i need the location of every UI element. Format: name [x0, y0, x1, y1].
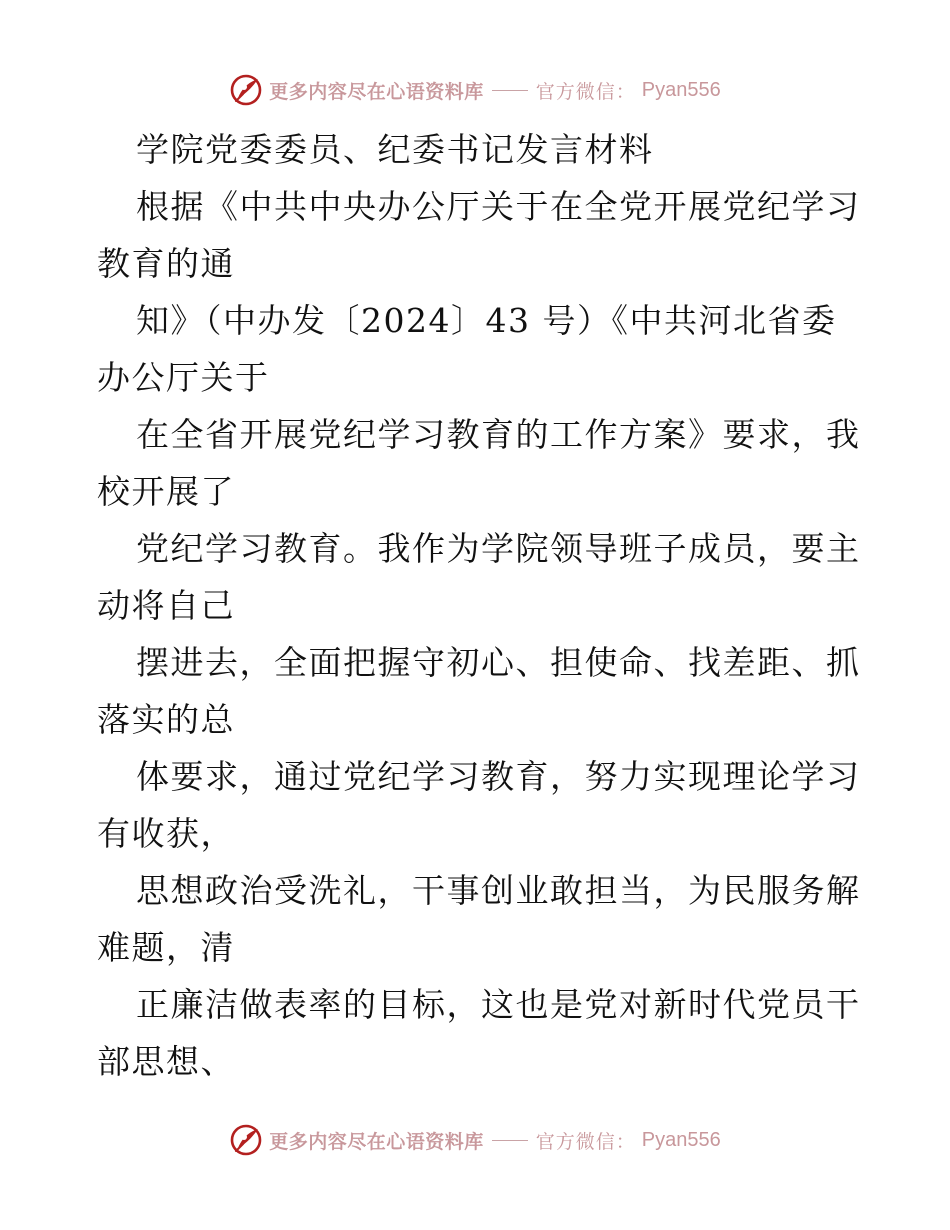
text-line: 党纪学习教育。我作为学院领导班子成员，要主 [136, 529, 861, 568]
watermark-wechat-id: Pyan556 [641, 1128, 721, 1151]
text-line: 落实的总 [97, 700, 235, 739]
document-body [97, 121, 861, 1090]
text-line: 办公厅关于 [97, 358, 270, 397]
watermark-text: 更多内容尽在心语资料库 [269, 1130, 484, 1153]
header-watermark [0, 70, 950, 110]
footer-watermark [0, 1120, 950, 1160]
watermark-text: 更多内容尽在心语资料库 [269, 80, 484, 103]
watermark-wechat-id: Pyan556 [641, 78, 721, 101]
text-line: 校开展了 [97, 472, 235, 511]
text-line: 学院党委委员、纪委书记发言材料 [136, 130, 654, 169]
text-line: 正廉洁做表率的目标，这也是党对新时代党员干 [136, 985, 861, 1024]
text-line: 知》（中办发〔2024〕43 号）《中共河北省委 [136, 301, 837, 340]
text-line: 动将自己 [97, 586, 235, 625]
text-line: 难题，清 [97, 928, 235, 967]
text-line: 部思想、 [97, 1042, 235, 1081]
quill-logo-icon [229, 1123, 263, 1157]
text-line: 有收获， [97, 814, 235, 853]
text-line: 在全省开展党纪学习教育的工作方案》要求，我 [136, 415, 861, 454]
text-line: 根据《中共中央办公厅关于在全党开展党纪学习 [136, 187, 861, 226]
quill-logo-icon [229, 73, 263, 107]
watermark-wechat-label: 官方微信： [535, 80, 636, 103]
watermark-separator [492, 1140, 528, 1141]
text-line: 教育的通 [97, 244, 235, 283]
text-line: 体要求，通过党纪学习教育，努力实现理论学习 [136, 757, 861, 796]
text-line: 摆进去，全面把握守初心、担使命、找差距、抓 [136, 643, 861, 682]
text-line: 思想政治受洗礼，干事创业敢担当，为民服务解 [136, 871, 861, 910]
watermark-wechat-label: 官方微信： [535, 1130, 636, 1153]
watermark-separator [492, 90, 528, 91]
